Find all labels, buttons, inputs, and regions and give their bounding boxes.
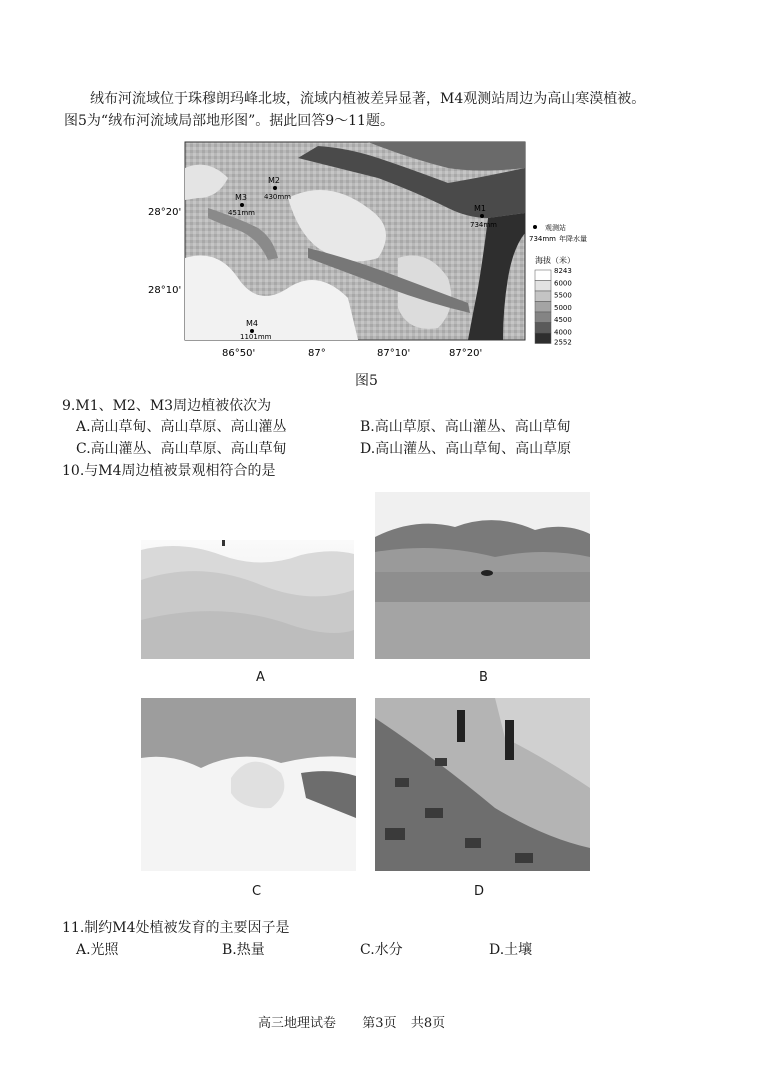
q11-stem: 11.制约M4处植被发育的主要因子是 bbox=[62, 920, 290, 936]
lon-label-3: 87°10' bbox=[377, 348, 411, 359]
lon-label-4: 87°20' bbox=[449, 348, 483, 359]
legend-swatch bbox=[535, 270, 551, 281]
q9-option-b[interactable]: B.高山草原、高山灌丛、高山草甸 bbox=[360, 419, 571, 435]
legend-swatch bbox=[535, 312, 551, 323]
q11-option-b[interactable]: B.热量 bbox=[222, 942, 265, 958]
q10-stem: 10.与M4周边植被景观相符合的是 bbox=[62, 463, 276, 479]
lon-label-2: 87° bbox=[308, 348, 326, 359]
photo-d-label: D bbox=[474, 884, 485, 899]
station-m1-marker bbox=[480, 214, 484, 218]
station-m3-label: M3 bbox=[235, 193, 247, 202]
photo-c-label: C bbox=[252, 884, 262, 899]
legend-station-symbol bbox=[533, 225, 537, 229]
photo-b-label: B bbox=[479, 670, 488, 685]
legend-swatch bbox=[535, 302, 551, 313]
legend-elev-value: 4500 bbox=[554, 316, 572, 324]
q9-option-d[interactable]: D.高山灌丛、高山草甸、高山草原 bbox=[360, 441, 572, 457]
lat-label-2: 28°10' bbox=[148, 285, 182, 296]
intro-line-1: 绒布河流域位于珠穆朗玛峰北坡，流域内植被差异显著，M4观测站周边为高山寒漠植被。 bbox=[90, 91, 646, 107]
footer-title: 高三地理试卷 bbox=[258, 1016, 337, 1031]
photo-c-snow[interactable] bbox=[141, 698, 356, 871]
legend-swatch bbox=[535, 323, 551, 334]
legend-swatch bbox=[535, 333, 551, 344]
footer-total: 共8页 bbox=[410, 1016, 446, 1031]
legend-elev-value: 8243 bbox=[554, 267, 572, 275]
legend-elev-value: 2552 bbox=[554, 338, 572, 347]
station-m4-label: M4 bbox=[246, 319, 258, 328]
legend-elev-value: 4000 bbox=[554, 328, 572, 337]
q9-stem: 9.M1、M2、M3周边植被依次为 bbox=[62, 398, 272, 414]
figure-5 bbox=[148, 138, 618, 389]
lat-label-1: 28°20' bbox=[148, 207, 182, 218]
station-m1-precip: 734mm bbox=[470, 221, 497, 229]
legend-swatch bbox=[535, 291, 551, 302]
legend-elev-value: 5500 bbox=[554, 291, 572, 300]
station-m3-precip: 451mm bbox=[228, 209, 255, 217]
legend-elev-value: 6000 bbox=[554, 279, 572, 288]
legend-precip-label: 年降水量 bbox=[559, 235, 587, 243]
legend-elev-value: 5000 bbox=[554, 303, 572, 312]
station-m2-precip: 430mm bbox=[264, 193, 291, 201]
station-m2-label: M2 bbox=[268, 176, 280, 185]
legend-station-label: 观测站 bbox=[545, 224, 566, 232]
photo-a-label: A bbox=[256, 670, 265, 685]
q11-option-c[interactable]: C.水分 bbox=[360, 942, 403, 958]
intro-line-2: 图5为“绒布河流域局部地形图”。据此回答9～11题。 bbox=[64, 113, 394, 129]
footer bbox=[258, 1012, 445, 1031]
legend-swatch bbox=[535, 281, 551, 292]
elevation-legend bbox=[535, 267, 572, 347]
photo-d-rocky[interactable] bbox=[375, 698, 590, 871]
terrain-map bbox=[148, 138, 618, 378]
photo-b-grassland[interactable] bbox=[375, 492, 590, 659]
figure-caption: 图5 bbox=[355, 373, 378, 389]
legend-precip-example: 734mm bbox=[529, 235, 556, 243]
footer-page: 第3页 bbox=[362, 1016, 397, 1031]
station-m2-marker bbox=[273, 186, 277, 190]
station-m1-label: M1 bbox=[474, 204, 486, 213]
q11-option-d[interactable]: D.土壤 bbox=[489, 942, 533, 958]
q11-option-a[interactable]: A.光照 bbox=[76, 942, 119, 958]
q9-option-a[interactable]: A.高山草甸、高山草原、高山灌丛 bbox=[76, 419, 287, 435]
legend-elev-title: 海拔（米） bbox=[535, 256, 575, 265]
station-m4-precip: 1101mm bbox=[240, 333, 272, 341]
photo-a-desert[interactable] bbox=[141, 540, 354, 659]
lon-label-1: 86°50' bbox=[222, 348, 256, 359]
q9-option-c[interactable]: C.高山灌丛、高山草原、高山草甸 bbox=[76, 441, 287, 457]
station-m3-marker bbox=[240, 203, 244, 207]
